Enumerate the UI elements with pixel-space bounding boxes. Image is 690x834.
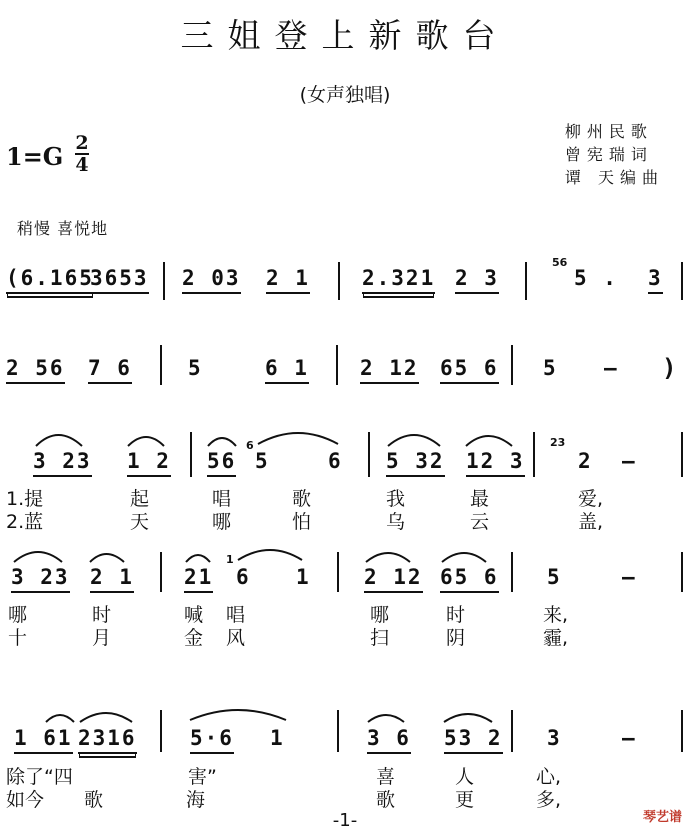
lyric: 唱 xyxy=(212,488,232,510)
note-group: 1 61 xyxy=(14,726,73,754)
lyric: 天 xyxy=(130,511,150,533)
note-group: 1 2 xyxy=(127,449,171,477)
slur xyxy=(466,436,512,446)
lyric: 起 xyxy=(130,488,150,510)
lyric: 更 xyxy=(455,789,475,811)
note-group: 2 1 xyxy=(90,565,134,593)
lyric: 2.蓝 xyxy=(6,511,44,533)
note-group: 5 xyxy=(188,356,203,380)
lyric: 哪 xyxy=(370,604,390,626)
credit-lyricist: 曾宪瑞词 xyxy=(564,145,653,164)
sustain-dash: – xyxy=(622,449,637,473)
lyric: 怕 xyxy=(292,511,312,533)
note-group: 5 xyxy=(255,449,270,473)
note-group: 53 2 xyxy=(444,726,503,754)
slur xyxy=(238,550,302,560)
slur xyxy=(258,433,338,444)
lyric: 金 xyxy=(184,627,204,649)
slur xyxy=(388,435,440,446)
lyric: 海 xyxy=(186,789,206,811)
lyric: 盖, xyxy=(578,511,604,533)
lyric: 我 xyxy=(386,488,406,510)
lyric: 时 xyxy=(446,604,466,626)
slur xyxy=(190,710,286,720)
lyric: 除了“四 xyxy=(6,766,73,788)
lyric: 歌 xyxy=(84,789,104,811)
slur xyxy=(442,553,486,562)
slur xyxy=(366,553,410,562)
note-group: 5 32 xyxy=(386,449,445,477)
lyric: 喊 xyxy=(184,604,204,626)
note-group: (6.165 xyxy=(6,266,94,294)
lyric: 唱 xyxy=(226,604,246,626)
meter-bottom: 4 xyxy=(75,154,89,176)
sustain-dash: – xyxy=(604,356,619,380)
key-signature: 1=G xyxy=(6,142,64,171)
note-group: 5 xyxy=(543,356,558,380)
note-group: 1 xyxy=(296,565,311,589)
lyric: 云 xyxy=(470,511,490,533)
note-group: 3 23 xyxy=(11,565,70,593)
lyric: 乌 xyxy=(386,511,406,533)
grace-note: 56 xyxy=(552,256,568,269)
grace-note: 23 xyxy=(550,436,566,449)
meter-top: 2 xyxy=(75,132,89,154)
grace-note: 6 xyxy=(246,439,254,452)
slur xyxy=(80,713,132,722)
slur xyxy=(36,435,82,446)
note-group: 3 23 xyxy=(33,449,92,477)
lyric: 歌 xyxy=(376,789,396,811)
lyric: 十 xyxy=(8,627,28,649)
lyric: 哪 xyxy=(212,511,232,533)
note-group: 5 xyxy=(547,565,562,589)
note-group: 3653 xyxy=(90,266,149,294)
note-group: 2 12 xyxy=(360,356,419,384)
lyric: 月 xyxy=(92,627,112,649)
lyric: 风 xyxy=(226,627,246,649)
note-group: 5·6 xyxy=(190,726,234,754)
note-group: 56 xyxy=(207,449,236,477)
slur xyxy=(14,552,62,562)
lyric: 来, xyxy=(543,604,569,626)
slur xyxy=(186,555,210,562)
note-group: 2 12 xyxy=(364,565,423,593)
slur xyxy=(208,438,236,446)
note-group: 65 6 xyxy=(440,356,499,384)
note-group: 2 03 xyxy=(182,266,241,294)
note-group: 21 xyxy=(184,565,213,593)
note-group: 6 xyxy=(236,565,251,589)
grace-note: 1 xyxy=(226,553,234,566)
note-group: 6 xyxy=(328,449,343,473)
note-group: 65 6 xyxy=(440,565,499,593)
lyric: 人 xyxy=(455,766,475,788)
slur xyxy=(368,715,404,722)
note-group: 3 xyxy=(648,266,663,294)
note-group: 2316 xyxy=(78,726,137,754)
song-subtitle: (女声独唱) xyxy=(299,84,391,106)
lyric: 扫 xyxy=(370,627,390,649)
note-group: 1 xyxy=(270,726,285,750)
credit-arranger: 谭 天编曲 xyxy=(564,168,664,187)
lyric: 阴 xyxy=(446,627,466,649)
note-group: 2 3 xyxy=(455,266,499,294)
song-title: 三姐登上新歌台 xyxy=(180,16,510,55)
slur xyxy=(444,714,492,722)
lyric: 多, xyxy=(536,789,562,811)
tempo-marking: 稍慢 喜悦地 xyxy=(17,219,109,238)
credit-source: 柳州民歌 xyxy=(564,122,653,141)
sustain-dash: – xyxy=(622,726,637,750)
page-number: -1- xyxy=(332,810,358,831)
lyric: 霾, xyxy=(543,627,569,649)
note-group: 2.321 xyxy=(362,266,435,294)
lyric: 心, xyxy=(536,766,562,788)
slur xyxy=(46,715,74,722)
slur xyxy=(128,437,164,446)
note-group: 2 xyxy=(578,449,593,473)
lyric: 最 xyxy=(470,488,490,510)
note-group: 3 6 xyxy=(367,726,411,754)
sustain-dash: – xyxy=(622,565,637,589)
watermark-logo: 琴艺谱 xyxy=(642,810,682,825)
lyric: 时 xyxy=(92,604,112,626)
close-paren: ) xyxy=(662,354,679,382)
note-group: 3 xyxy=(547,726,562,750)
note-group: 5 . xyxy=(574,266,618,290)
note-group: 12 3 xyxy=(466,449,525,477)
note-group: 6 1 xyxy=(265,356,309,384)
lyric: 爱, xyxy=(578,488,604,510)
lyric: 喜 xyxy=(376,766,396,788)
lyric: 歌 xyxy=(292,488,312,510)
note-group: 2 56 xyxy=(6,356,65,384)
lyric: 1.提 xyxy=(6,488,44,510)
lyric: 哪 xyxy=(8,604,28,626)
lyric: 害” xyxy=(188,766,217,788)
slur xyxy=(90,554,124,562)
note-group: 2 1 xyxy=(266,266,310,294)
note-group: 7 6 xyxy=(88,356,132,384)
lyric: 如今 xyxy=(6,789,45,811)
